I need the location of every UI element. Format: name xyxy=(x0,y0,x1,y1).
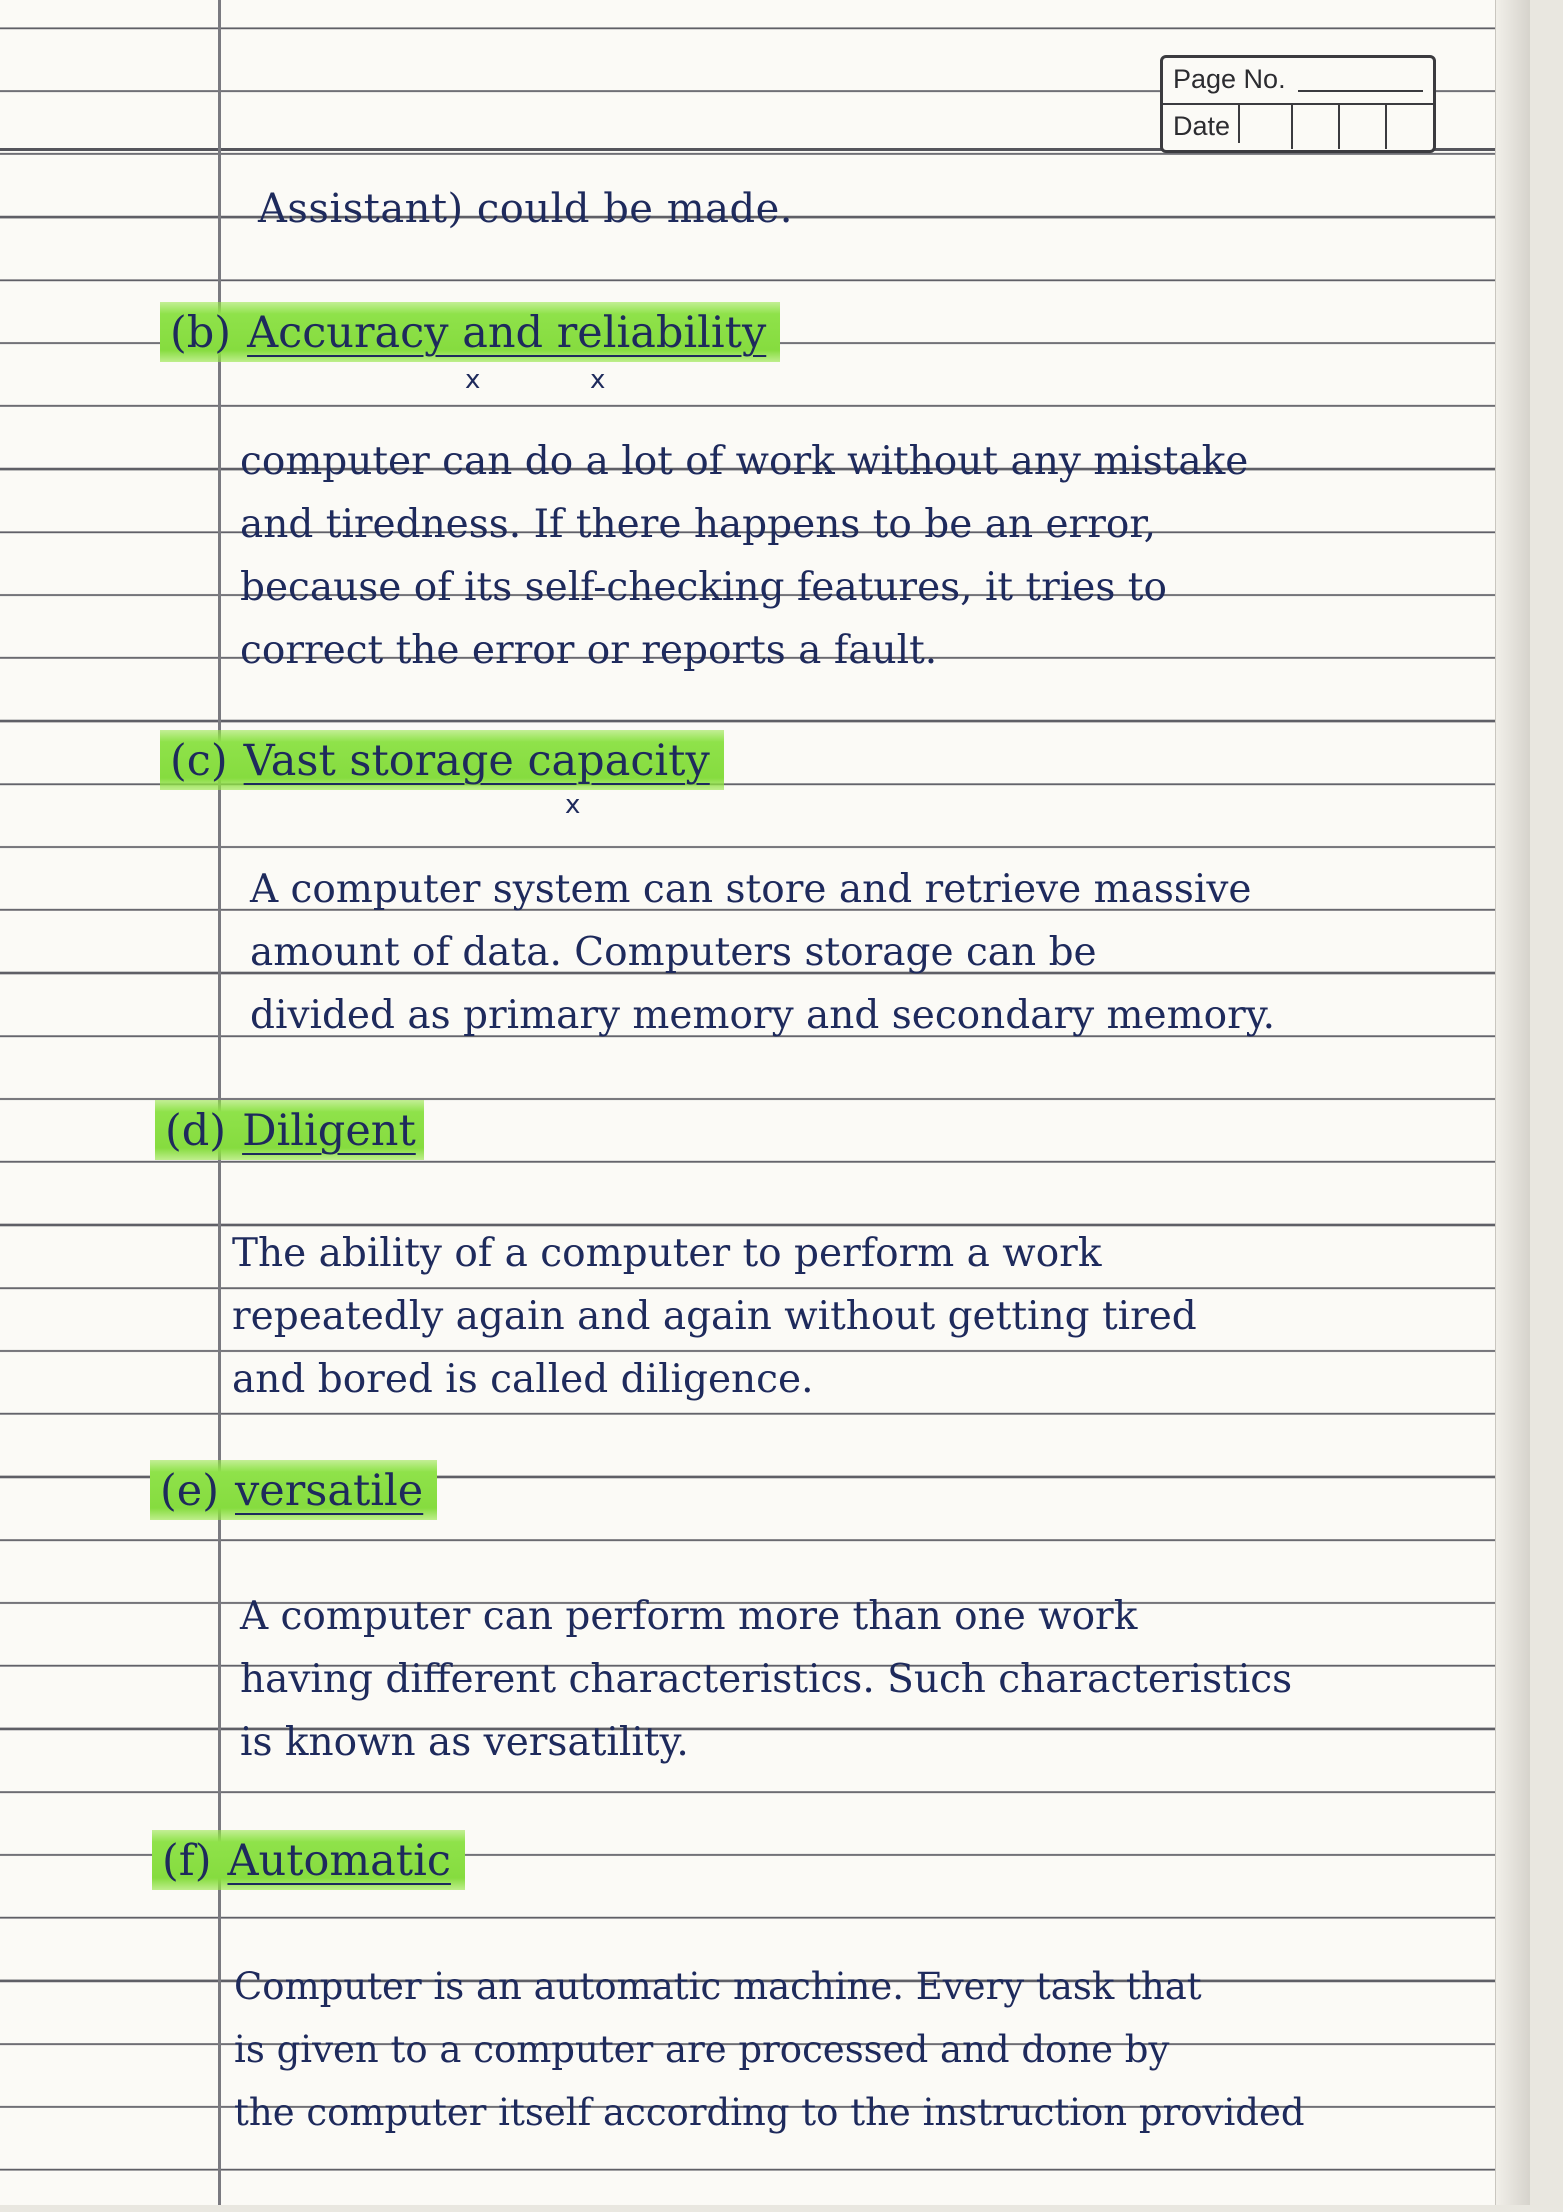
body-line: computer can do a lot of work without any mistake xyxy=(240,439,1249,484)
page-no-label: Page No. xyxy=(1173,64,1286,94)
body-line: correct the error or reports a fault. xyxy=(240,628,938,673)
section-heading-storage xyxy=(160,730,724,790)
body-line: A computer can perform more than one work xyxy=(240,1594,1138,1639)
body-line: is given to a computer are processed and done by xyxy=(234,2028,1170,2071)
date-row xyxy=(1163,104,1433,149)
section-heading-diligent xyxy=(155,1100,424,1160)
section-body-versatile xyxy=(240,1585,1292,1774)
body-line: is known as versatility. xyxy=(240,1720,689,1765)
date-label: Date xyxy=(1173,104,1240,143)
section-heading-automatic xyxy=(152,1830,465,1890)
body-line: because of its self-checking features, it tries to xyxy=(240,565,1167,610)
page-date-box xyxy=(1160,55,1436,153)
section-title: Accuracy and reliability xyxy=(247,308,767,358)
section-index: (f) xyxy=(162,1836,212,1886)
section-body-diligent xyxy=(232,1222,1197,1411)
section-title: Diligent xyxy=(242,1106,416,1156)
body-line: Computer is an automatic machine. Every task that xyxy=(234,1965,1202,2008)
body-line: the computer itself according to the instruction provided xyxy=(234,2091,1305,2134)
cross-mark: x xyxy=(590,365,606,395)
section-index: (c) xyxy=(170,736,228,786)
section-title: Vast storage capacity xyxy=(243,736,710,786)
section-index: (e) xyxy=(160,1466,219,1516)
section-body-automatic xyxy=(234,1955,1305,2144)
body-line: and bored is called diligence. xyxy=(232,1357,814,1402)
body-line: A computer system can store and retrieve massive xyxy=(250,867,1252,912)
body-line: amount of data. Computers storage can be xyxy=(250,930,1097,975)
section-index: (d) xyxy=(165,1106,227,1156)
page-edge xyxy=(1495,0,1530,2205)
body-line: and tiredness. If there happens to be an error, xyxy=(240,502,1157,547)
body-line: repeatedly again and again without getting tired xyxy=(232,1294,1197,1339)
page-no-blank xyxy=(1298,90,1423,92)
date-cell-divider xyxy=(1338,104,1340,149)
intro-line: Assistant) could be made. xyxy=(258,186,793,232)
section-heading-accuracy xyxy=(160,302,780,362)
cross-mark: x xyxy=(565,790,581,820)
date-cell-divider xyxy=(1291,104,1293,149)
section-index: (b) xyxy=(170,308,232,358)
section-body-storage xyxy=(250,858,1275,1047)
body-line: divided as primary memory and secondary memory. xyxy=(250,993,1275,1038)
cross-mark: x xyxy=(465,365,481,395)
section-title: versatile xyxy=(235,1466,424,1516)
section-body-accuracy xyxy=(240,430,1248,682)
section-heading-versatile xyxy=(150,1460,437,1520)
body-line: The ability of a computer to perform a work xyxy=(232,1231,1102,1276)
body-line: having different characteristics. Such characteristics xyxy=(240,1657,1293,1702)
page-no-row xyxy=(1163,58,1433,105)
section-title: Automatic xyxy=(227,1836,451,1886)
date-cell-divider xyxy=(1385,104,1387,149)
